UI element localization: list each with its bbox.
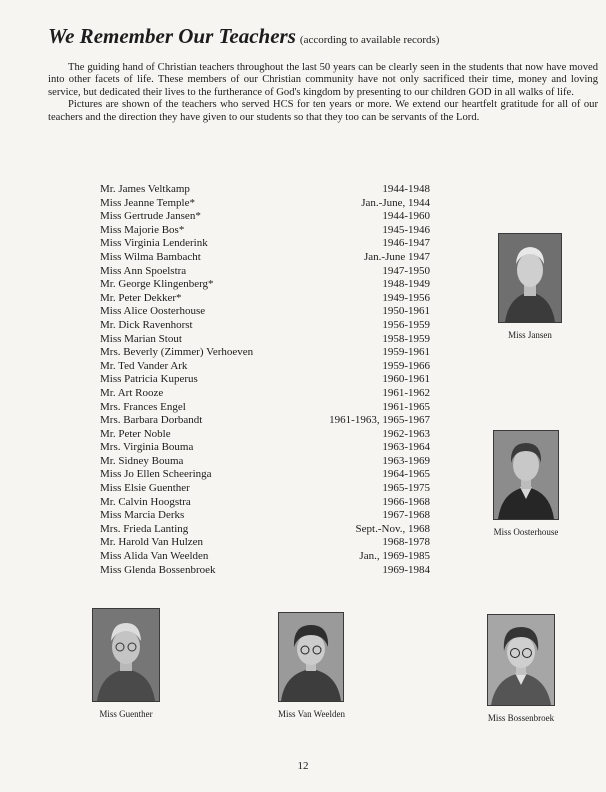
teacher-row [100, 265, 430, 279]
teacher-row [100, 360, 430, 374]
teacher-name: Mr. Dick Ravenhorst [100, 318, 193, 331]
teacher-name: Miss Jeanne Temple* [100, 196, 195, 209]
teacher-name: Mrs. Beverly (Zimmer) Verhoeven [100, 346, 254, 359]
title-note: (according to available records) [299, 34, 440, 46]
teacher-row [100, 428, 430, 442]
teacher-list [100, 183, 430, 577]
photo-miss-van-weelden [278, 612, 345, 719]
teacher-name: Miss Ann Spoelstra [100, 264, 187, 277]
teacher-name: Mrs. Frieda Lanting [100, 522, 189, 535]
teacher-row [100, 210, 430, 224]
photo-caption: Miss Guenther [99, 709, 153, 719]
teacher-years: 1961-1962 [382, 386, 430, 399]
photo-caption: Miss Bossenbroek [487, 713, 555, 723]
teacher-name: Mr. Sidney Bouma [100, 454, 184, 467]
teacher-years: Jan.-June, 1944 [361, 196, 430, 209]
teacher-name: Mr. Peter Noble [100, 427, 171, 440]
teacher-years: Jan., 1969-1985 [359, 550, 430, 563]
teacher-years: 1956-1959 [382, 318, 430, 331]
teacher-row [100, 183, 430, 197]
teacher-name: Mr. Art Rooze [100, 386, 164, 399]
teacher-row [100, 401, 430, 415]
portrait-image [278, 612, 344, 702]
teacher-row [100, 197, 430, 211]
teacher-years: 1968-1978 [382, 536, 430, 549]
photo-caption: Miss Jansen [508, 330, 552, 340]
teacher-row [100, 251, 430, 265]
teacher-row [100, 305, 430, 319]
page-number: 12 [297, 760, 309, 772]
teacher-years: 1959-1961 [382, 346, 430, 359]
teacher-row [100, 224, 430, 238]
teacher-years: 1961-1963, 1965-1967 [329, 414, 430, 427]
teacher-name: Mr. Ted Vander Ark [100, 359, 188, 372]
teacher-row [100, 523, 430, 537]
teacher-name: Miss Marian Stout [100, 332, 182, 345]
teacher-years: 1950-1961 [382, 305, 430, 318]
teacher-name: Mr. Calvin Hoogstra [100, 495, 191, 508]
teacher-row [100, 482, 430, 496]
intro-paragraph: Pictures are shown of the teachers who served HCS for ten years or more. We extend our heartfelt gratitude for all of our teachers and the direction they have given to our students so that they too can be servants of the Lord. [48, 99, 598, 123]
teacher-years: Sept.-Nov., 1968 [355, 522, 430, 535]
teacher-row [100, 468, 430, 482]
photo-caption: Miss Van Weelden [278, 709, 345, 719]
teacher-row [100, 387, 430, 401]
teacher-years: 1946-1947 [382, 237, 430, 250]
teacher-years: 1969-1984 [382, 563, 430, 576]
portrait-image [493, 430, 559, 520]
teacher-name: Mr. Harold Van Hulzen [100, 536, 204, 549]
teacher-years: 1967-1968 [382, 509, 430, 522]
teacher-years: 1944-1948 [382, 183, 430, 195]
teacher-name: Miss Patricia Kuperus [100, 373, 198, 386]
teacher-row [100, 455, 430, 469]
teacher-years: 1959-1966 [382, 359, 430, 372]
teacher-years: 1960-1961 [382, 373, 430, 386]
teacher-name: Miss Virginia Lenderink [100, 237, 208, 250]
photo-miss-bossenbroek [487, 614, 555, 723]
teacher-name: Miss Elsie Guenther [100, 482, 190, 495]
teacher-name: Mr. James Veltkamp [100, 183, 190, 195]
teacher-name: Mrs. Barbara Dorbandt [100, 414, 203, 427]
teacher-row [100, 564, 430, 578]
teacher-name: Miss Jo Ellen Scheeringa [100, 468, 212, 481]
photo-miss-jansen [498, 233, 562, 340]
teacher-row [100, 509, 430, 523]
teacher-name: Miss Glenda Bossenbroek [100, 563, 216, 576]
teacher-years: 1949-1956 [382, 291, 430, 304]
teacher-years: 1944-1960 [382, 210, 430, 223]
teacher-years: 1961-1965 [382, 400, 430, 413]
teacher-row [100, 536, 430, 550]
teacher-name: Miss Majorie Bos* [100, 223, 185, 236]
teacher-row [100, 373, 430, 387]
photo-caption: Miss Oosterhouse [493, 527, 559, 537]
teacher-name: Miss Alice Oosterhouse [100, 305, 206, 318]
teacher-row [100, 333, 430, 347]
intro-text [48, 62, 598, 124]
teacher-years: 1963-1964 [382, 441, 430, 454]
teacher-years: 1965-1975 [382, 482, 430, 495]
teacher-name: Mrs. Frances Engel [100, 400, 186, 413]
teacher-years: 1958-1959 [382, 332, 430, 345]
teacher-row [100, 346, 430, 360]
teacher-years: 1963-1969 [382, 454, 430, 467]
teacher-row [100, 496, 430, 510]
teacher-row [100, 441, 430, 455]
page-title [48, 24, 439, 49]
teacher-name: Miss Gertrude Jansen* [100, 210, 201, 223]
teacher-years: Jan.-June 1947 [364, 250, 430, 263]
teacher-name: Mr. George Klingenberg* [100, 278, 214, 291]
photo-miss-oosterhouse [493, 430, 559, 537]
portrait-image [498, 233, 562, 323]
teacher-name: Mr. Peter Dekker* [100, 291, 182, 304]
intro-paragraph: The guiding hand of Christian teachers throughout the last 50 years can be clearly seen in the students that now have moved into other facets of life. These members of our Christian community have not only sacrificed their time, money and loving service, but dedicated their lives to the furtherance of God's kingdom by presenting to our children GOD in all walks of life. [48, 62, 598, 98]
teacher-years: 1962-1963 [382, 427, 430, 440]
teacher-row [100, 278, 430, 292]
teacher-name: Miss Wilma Bambacht [100, 250, 201, 263]
portrait-image [487, 614, 555, 706]
portrait-image [92, 608, 160, 702]
teacher-row [100, 319, 430, 333]
teacher-years: 1964-1965 [382, 468, 430, 481]
teacher-row [100, 237, 430, 251]
teacher-name: Mrs. Virginia Bouma [100, 441, 194, 454]
teacher-years: 1945-1946 [382, 223, 430, 236]
teacher-row [100, 414, 430, 428]
teacher-name: Miss Marcia Derks [100, 509, 185, 522]
teacher-row [100, 550, 430, 564]
teacher-years: 1948-1949 [382, 278, 430, 291]
teacher-name: Miss Alida Van Weelden [100, 550, 209, 563]
teacher-years: 1966-1968 [382, 495, 430, 508]
teacher-years: 1947-1950 [382, 264, 430, 277]
title-text: We Remember Our Teachers [48, 24, 296, 48]
teacher-row [100, 292, 430, 306]
photo-miss-guenther [92, 608, 160, 719]
